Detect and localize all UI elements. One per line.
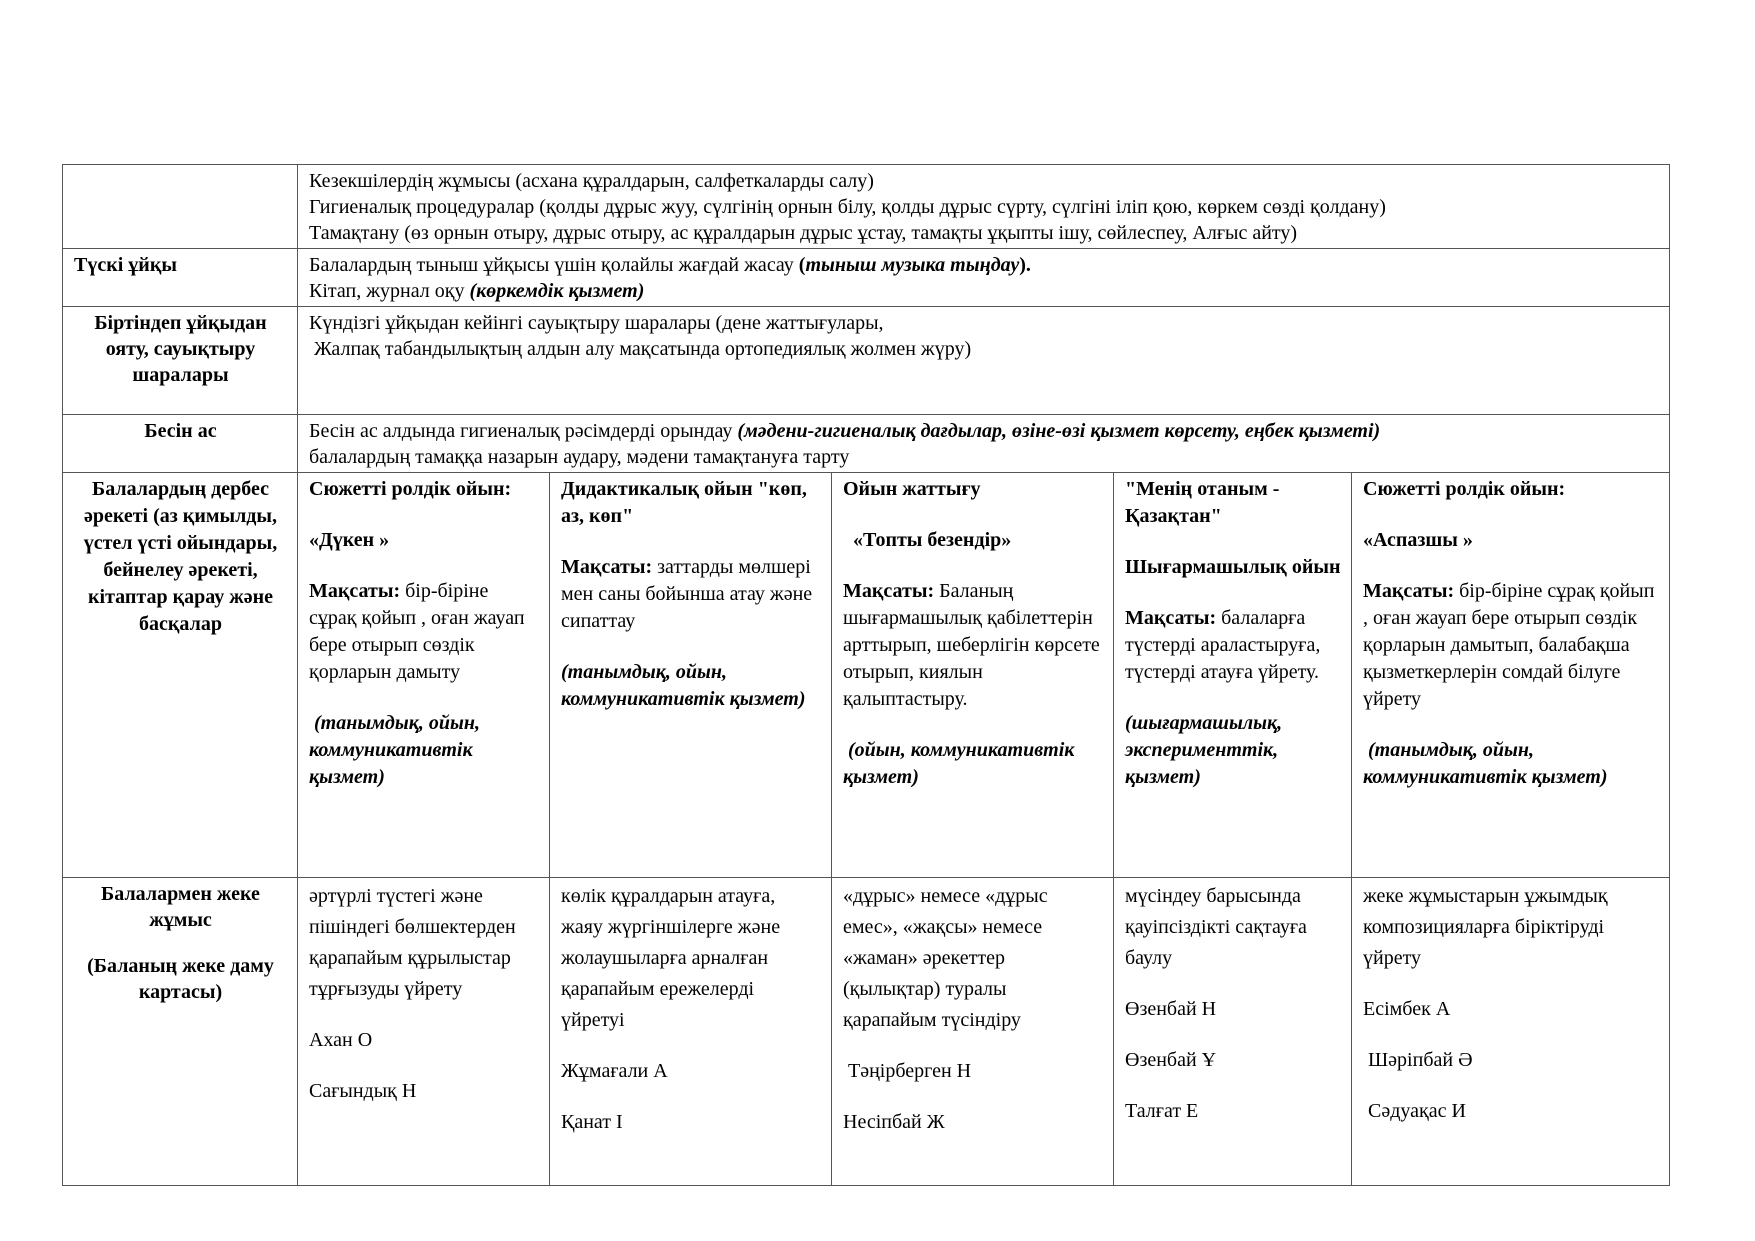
row-nap-content	[298, 249, 1670, 307]
hygiene-line: Гигиеналық процедуралар (қолды дұрыс жуу, сүлгінің орнын білу, қолды дұрыс сүрту, сүлгіні іліп қою, көркем сөзді қолдану)	[309, 196, 1386, 218]
individual-task: мүсіндеу барысында қауіпсіздікті сақтауға баулу	[1125, 885, 1307, 969]
activity-cell	[298, 473, 550, 878]
individual-cell	[550, 878, 832, 1186]
snack-line-2: балалардың тамаққа назарын аудару, мәдени тамақтануға тарту	[309, 446, 850, 468]
child-name: Несіпбай Ж	[843, 1111, 945, 1133]
row-individual-label	[63, 878, 298, 1186]
individual-task: әртүрлі түстегі және пішіндегі бөлшектерден қарапайым құрылыстар тұрғызуды үйрету	[309, 885, 516, 1000]
goal-text: Баланың шығармашылық қабілеттерін арттырып, шеберлігін көрсете отырып, киялын қалыптастыру.	[843, 580, 1100, 710]
activity-type: (танымдық, ойын, коммуникативтік қызмет)	[309, 712, 485, 788]
activity-cell	[1352, 473, 1670, 878]
child-name: Талғат Е	[1125, 1100, 1199, 1122]
row-snack-label: Бесін ас	[63, 415, 298, 473]
child-name: Тәңірберген Н	[843, 1060, 972, 1082]
nap-line-1	[309, 252, 1659, 278]
row-nap	[63, 249, 1670, 307]
row-nap-label: Түскі ұйқы	[63, 249, 298, 307]
snack-line-1-text: Бесін ас алдында гигиеналық рәсімдерді орындау	[309, 420, 738, 442]
activity-cell	[550, 473, 832, 878]
nap-line-2	[309, 278, 1659, 304]
activity-title: Сюжетті ролдік ойын:	[1363, 478, 1566, 500]
individual-cell	[298, 878, 550, 1186]
goal-text: заттарды мөлшері мен саны бойынша атау және сипаттау	[561, 556, 813, 632]
row-snack-content	[298, 415, 1670, 473]
child-name: Сәдуақас И	[1363, 1100, 1466, 1122]
row-duty-content	[298, 165, 1670, 249]
row-activity	[63, 473, 1670, 878]
goal-text: балаларға түстерді араластыруға, түстерді атауға үйрету.	[1125, 607, 1321, 683]
activity-name: «Дүкен »	[309, 529, 390, 551]
goal-text: бір-біріне сұрақ қойып , оған жауап бере отырып сөздік қорларын дамыту	[309, 580, 525, 683]
child-name: Есімбек А	[1363, 998, 1451, 1020]
activity-name: «Аспазшы »	[1363, 529, 1473, 551]
row-snack	[63, 415, 1670, 473]
child-name: Өзенбай Ұ	[1125, 1049, 1217, 1071]
child-name: Ахан О	[309, 1029, 373, 1051]
individual-task: жеке жұмыстарын ұжымдық композицияларға біріктіруді үйрету	[1363, 885, 1608, 969]
nap-paren-italic: тыныш музыка тыңдау	[805, 254, 1020, 276]
activity-title: Дидактикалық ойын "көп, аз, көп"	[561, 478, 807, 527]
activity-type: (танымдық, ойын, коммуникативтік қызмет)	[1363, 739, 1608, 788]
row-wake-label: Біртіндеп ұйқыдан ояту, сауықтыру шаралары	[63, 307, 298, 415]
nap-paren-open: (	[798, 254, 806, 276]
goal-label: Мақсаты:	[561, 556, 653, 578]
nap-line-2-text: Кітап, журнал оқу	[309, 280, 470, 302]
activity-title: Ойын жаттығу	[843, 478, 981, 500]
row-activity-label: Балалардың дербес әрекеті (аз қимылды, үстел үсті ойындары, бейнелеу әрекеті, кітаптар қарау және басқалар	[63, 473, 298, 878]
row-duty-label	[63, 165, 298, 249]
nap-line-2-italic: (көркемдік қызмет)	[469, 280, 645, 302]
row-wake-content	[298, 307, 1670, 415]
activity-goal	[561, 554, 821, 635]
individual-cell	[1114, 878, 1352, 1186]
wake-line-1: Күндізгі ұйқыдан кейінгі сауықтыру шаралары (дене жаттығулары,	[309, 312, 884, 334]
child-name: Жұмағали А	[561, 1060, 668, 1082]
child-name: Өзенбай Н	[1125, 998, 1217, 1020]
activity-goal	[843, 578, 1103, 713]
activity-cell	[1114, 473, 1352, 878]
activity-title: Сюжетті ролдік ойын:	[309, 478, 512, 500]
nap-line-1-text: Балалардың тыныш ұйқысы үшін қолайлы жағдай жасау	[309, 254, 799, 276]
activity-type: (шығармашылық, эксперименттік, қызмет)	[1125, 712, 1283, 788]
nap-paren-close: ).	[1019, 254, 1031, 276]
activity-goal	[309, 578, 539, 686]
meal-line: Тамақтану (өз орнын отыру, дұрыс отыру, ас құралдарын дұрыс ұстау, тамақты ұқыпты ішу, сөйлеспеу, Алғыс айту)	[309, 222, 1298, 244]
daily-plan-table	[62, 164, 1670, 1186]
activity-name: «Топты безендір»	[843, 529, 1012, 551]
row-individual	[63, 878, 1670, 1186]
child-name: Қанат І	[561, 1111, 623, 1133]
individual-cell	[832, 878, 1114, 1186]
activity-cell	[832, 473, 1114, 878]
activity-type: (танымдық, ойын, коммуникативтік қызмет)	[561, 661, 806, 710]
activity-name: Шығармашылық ойын	[1125, 556, 1341, 578]
goal-label: Мақсаты:	[309, 580, 401, 602]
goal-text: бір-біріне сұрақ қойып , оған жауап бере отырып сөздік қорларын дамытып, балабақша қызметкерлерін сомдай білуге үйрету	[1363, 580, 1655, 710]
activity-type: (ойын, коммуникативтік қызмет)	[843, 739, 1080, 788]
individual-cell	[1352, 878, 1670, 1186]
individual-sublabel: (Баланың жеке даму картасы)	[87, 955, 274, 1003]
row-duty	[63, 165, 1670, 249]
goal-label: Мақсаты:	[1363, 580, 1455, 602]
individual-task: көлік құралдарын атауға, жаяу жүргіншілерге және жолаушыларға арналған қарапайым ережелерді үйретуі	[561, 885, 781, 1031]
activity-title: "Менің отаным - Қазақтан"	[1125, 478, 1280, 527]
goal-label: Мақсаты:	[1125, 607, 1217, 629]
duty-line: Кезекшілердің жұмысы (асхана құралдарын, салфеткаларды салу)	[309, 170, 874, 192]
snack-line-1	[309, 418, 1659, 444]
activity-goal	[1363, 578, 1659, 713]
wake-line-2: Жалпақ табандылықтың алдын алу мақсатында ортопедиялық жолмен жүру)	[309, 338, 972, 360]
snack-line-1-italic: (мәдени-гигиеналық дағдылар, өзіне-өзі қызмет көрсету, еңбек қызметі)	[737, 420, 1381, 442]
individual-label: Балалармен жеке жұмыс	[101, 883, 260, 931]
child-name: Сағындық Н	[309, 1080, 417, 1102]
goal-label: Мақсаты:	[843, 580, 935, 602]
child-name: Шәріпбай Ә	[1363, 1049, 1473, 1071]
individual-task: «дұрыс» немесе «дұрыс емес», «жақсы» немесе «жаман» әрекеттер (қылықтар) туралы қарапайым түсіндіру	[843, 885, 1048, 1031]
activity-goal	[1125, 605, 1341, 686]
row-wake	[63, 307, 1670, 415]
